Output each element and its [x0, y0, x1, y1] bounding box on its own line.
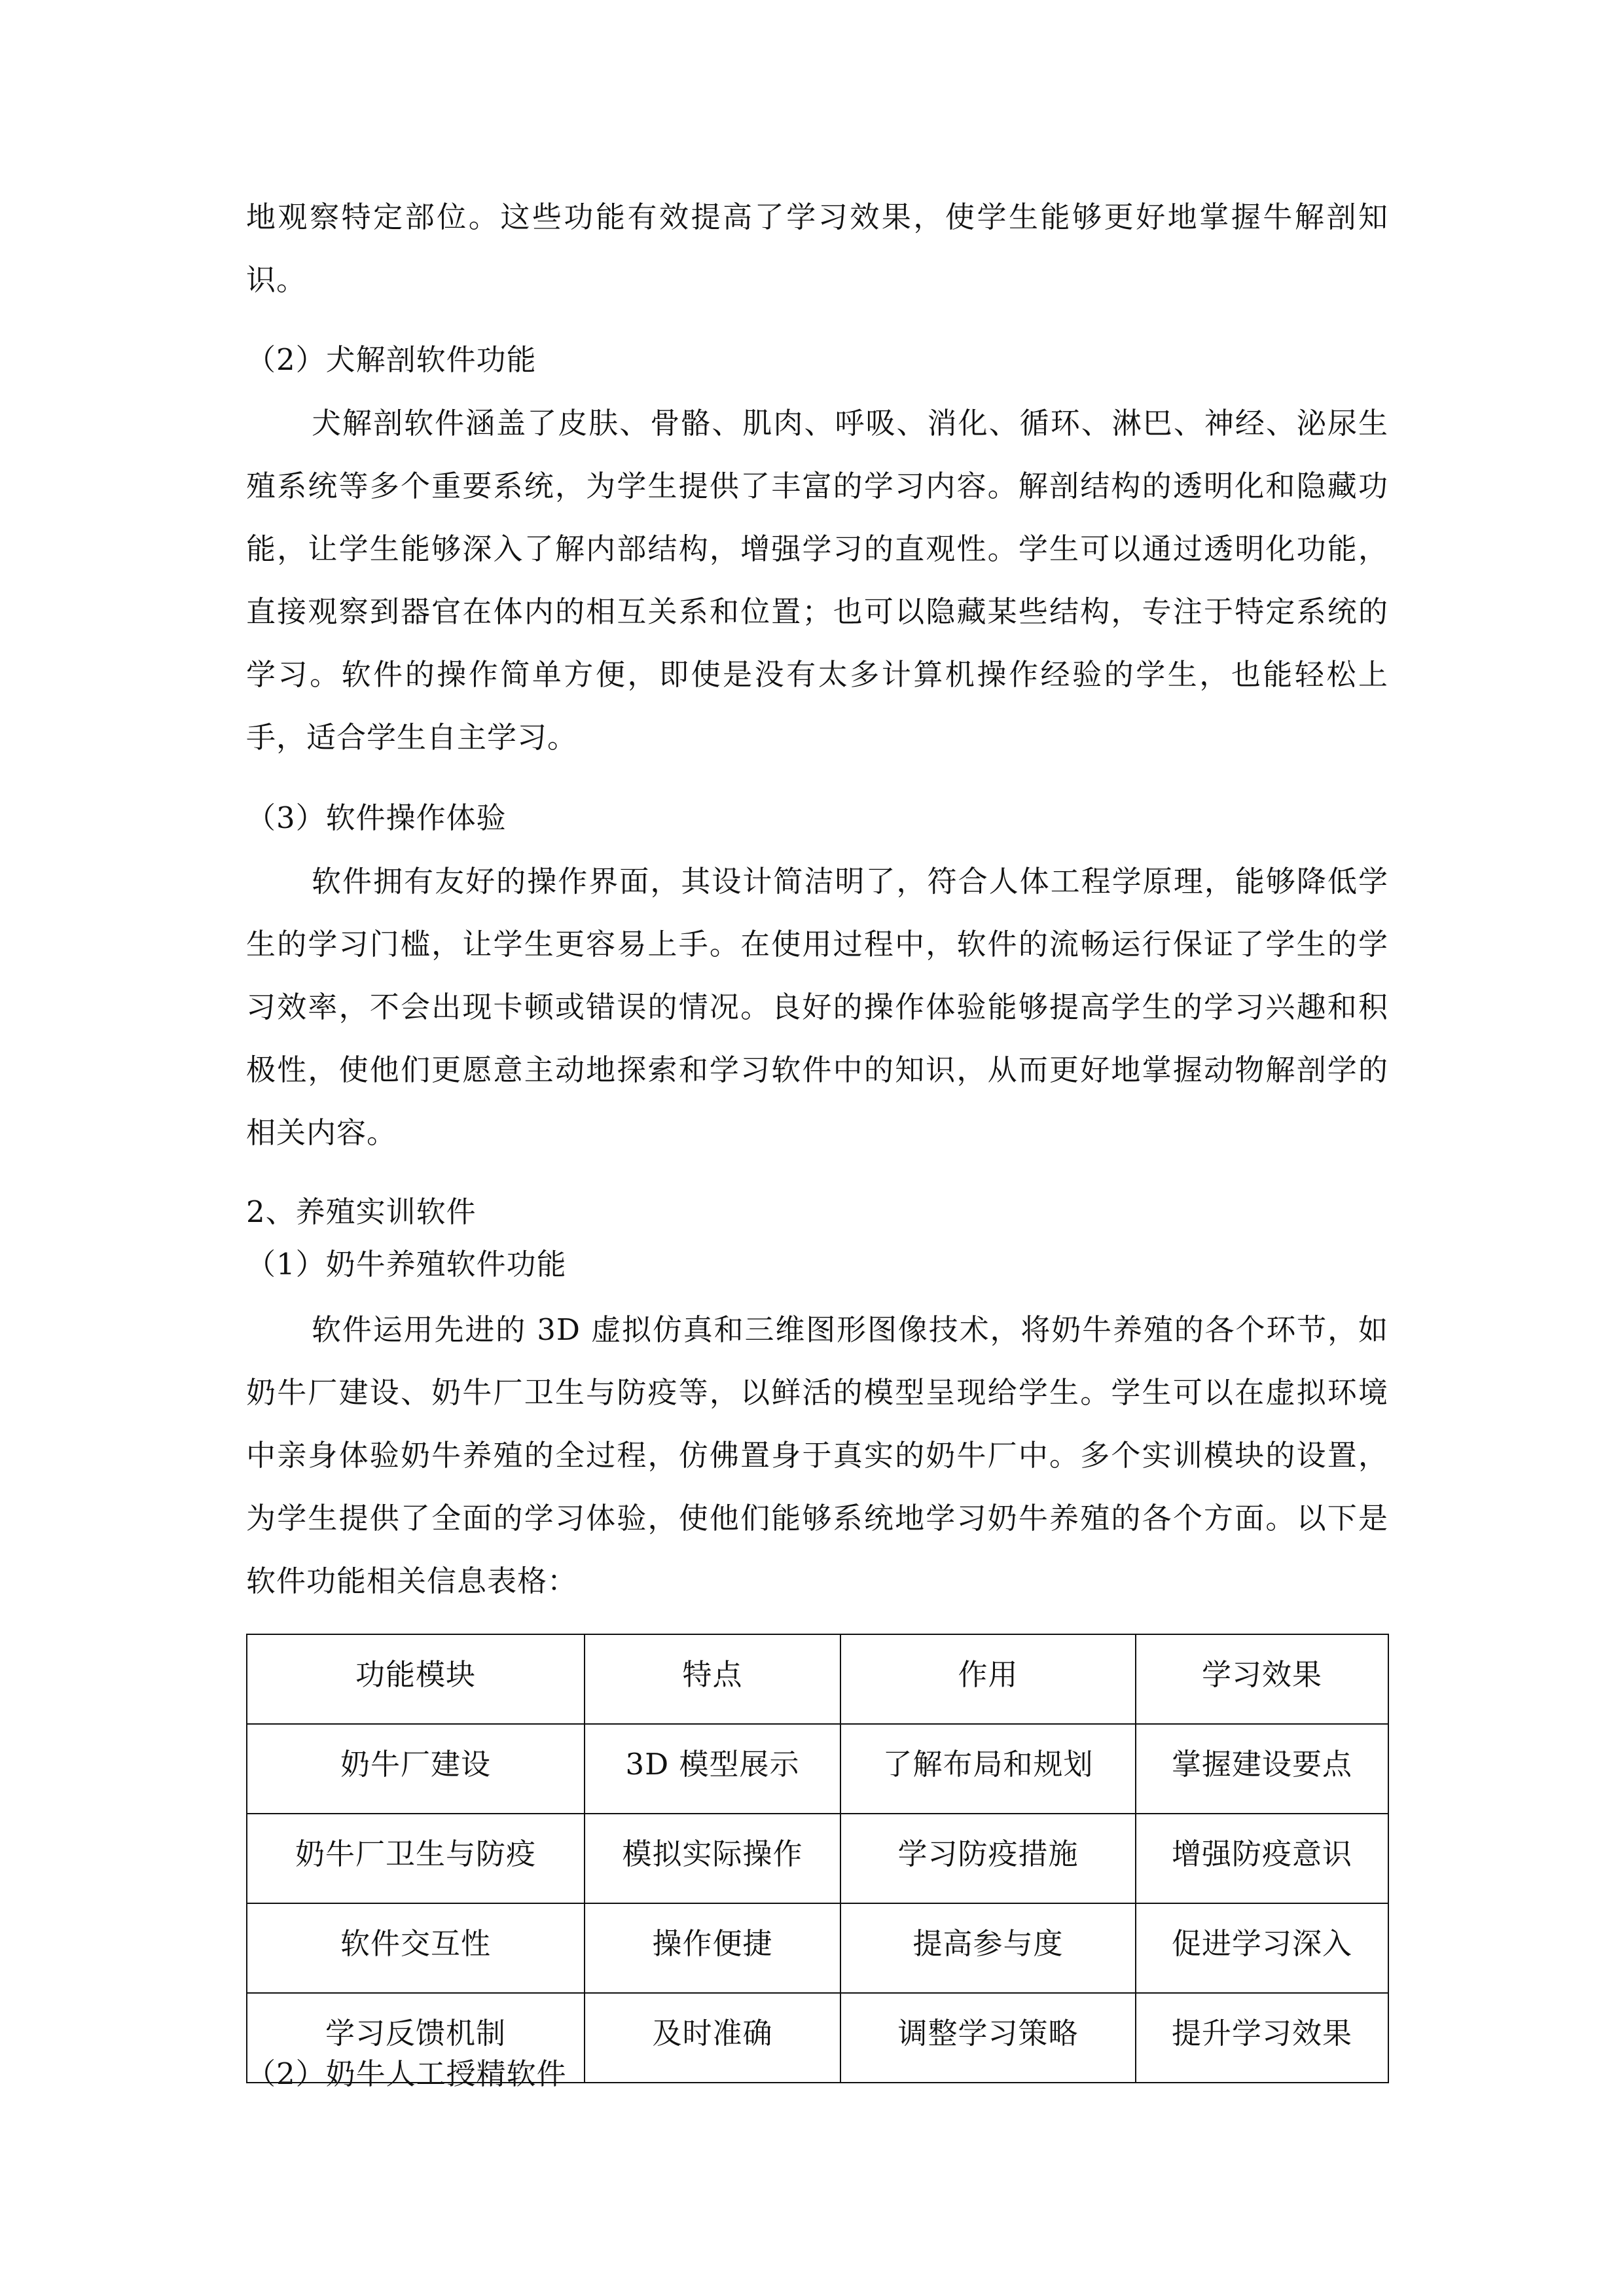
heading-dairy-software: （1）奶牛养殖软件功能: [246, 1247, 567, 1282]
heading-dog-software: （2）犬解剖软件功能: [246, 342, 537, 377]
table-cell: 操作便捷: [585, 1903, 840, 1993]
table-cell: 掌握建设要点: [1136, 1724, 1388, 1814]
heading-software-experience: （3）软件操作体验: [246, 800, 507, 835]
table-row: [247, 1903, 1388, 1993]
table-cell: 软件交互性: [247, 1903, 585, 1993]
table-cell: 提高参与度: [840, 1903, 1136, 1993]
table-cell: 模拟实际操作: [585, 1814, 840, 1903]
table-cell: 奶牛厂建设: [247, 1724, 585, 1814]
table-cell: 奶牛厂卫生与防疫: [247, 1814, 585, 1903]
table-cell: 增强防疫意识: [1136, 1814, 1388, 1903]
paragraph-intro: 地观察特定部位。这些功能有效提高了学习效果，使学生能够更好地掌握牛解剖知识。: [246, 200, 1388, 297]
table-cell: 学习防疫措施: [840, 1814, 1136, 1903]
table-header-row: [247, 1634, 1388, 1724]
table-row: [247, 1724, 1388, 1814]
table-header-cell: 学习效果: [1136, 1634, 1388, 1724]
table-cell: 及时准确: [585, 1993, 840, 2083]
table-header-cell: 作用: [840, 1634, 1136, 1724]
table-cell: 3D 模型展示: [585, 1724, 840, 1814]
paragraph-software-experience: 软件拥有友好的操作界面，其设计简洁明了，符合人体工程学原理，能够降低学生的学习门槛，让学生更容易上手。在使用过程中，软件的流畅运行保证了学生的学习效率，不会出现卡顿或错误的情况。良好的操作体验能够提高学生的学习兴趣和积极性，使他们更愿意主动地探索和学习软件中的知识，从而更好地掌握动物解剖学的相关内容。: [246, 864, 1388, 1150]
table-row: [247, 1814, 1388, 1903]
table-cell: 了解布局和规划: [840, 1724, 1136, 1814]
heading-artificial-insemination: （2）奶牛人工授精软件: [246, 2056, 567, 2091]
paragraph-dog-software: 犬解剖软件涵盖了皮肤、骨骼、肌肉、呼吸、消化、循环、淋巴、神经、泌尿生殖系统等多个重要系统，为学生提供了丰富的学习内容。解剖结构的透明化和隐藏功能，让学生能够深入了解内部结构，增强学习的直观性。学生可以通过透明化功能，直接观察到器官在体内的相互关系和位置；也可以隐藏某些结构，专注于特定系统的学习。软件的操作简单方便，即使是没有太多计算机操作经验的学生，也能轻松上手，适合学生自主学习。: [246, 406, 1388, 755]
table-cell: 学习反馈机制: [247, 1993, 585, 2083]
table-cell: 促进学习深入: [1136, 1903, 1388, 1993]
table-header-cell: 特点: [585, 1634, 840, 1724]
table-header-cell: 功能模块: [247, 1634, 585, 1724]
paragraph-dairy-software: 软件运用先进的 3D 虚拟仿真和三维图形图像技术，将奶牛养殖的各个环节，如奶牛厂建设、奶牛厂卫生与防疫等，以鲜活的模型呈现给学生。学生可以在虚拟环境中亲身体验奶牛养殖的全过程，仿佛置身于真实的奶牛厂中。多个实训模块的设置，为学生提供了全面的学习体验，使他们能够系统地学习奶牛养殖的各个方面。以下是软件功能相关信息表格：: [246, 1312, 1388, 1598]
table-cell: 调整学习策略: [840, 1993, 1136, 2083]
table-cell: 提升学习效果: [1136, 1993, 1388, 2083]
function-table: [246, 1634, 1389, 2083]
heading-section-2: 2、养殖实训软件: [246, 1194, 477, 1229]
